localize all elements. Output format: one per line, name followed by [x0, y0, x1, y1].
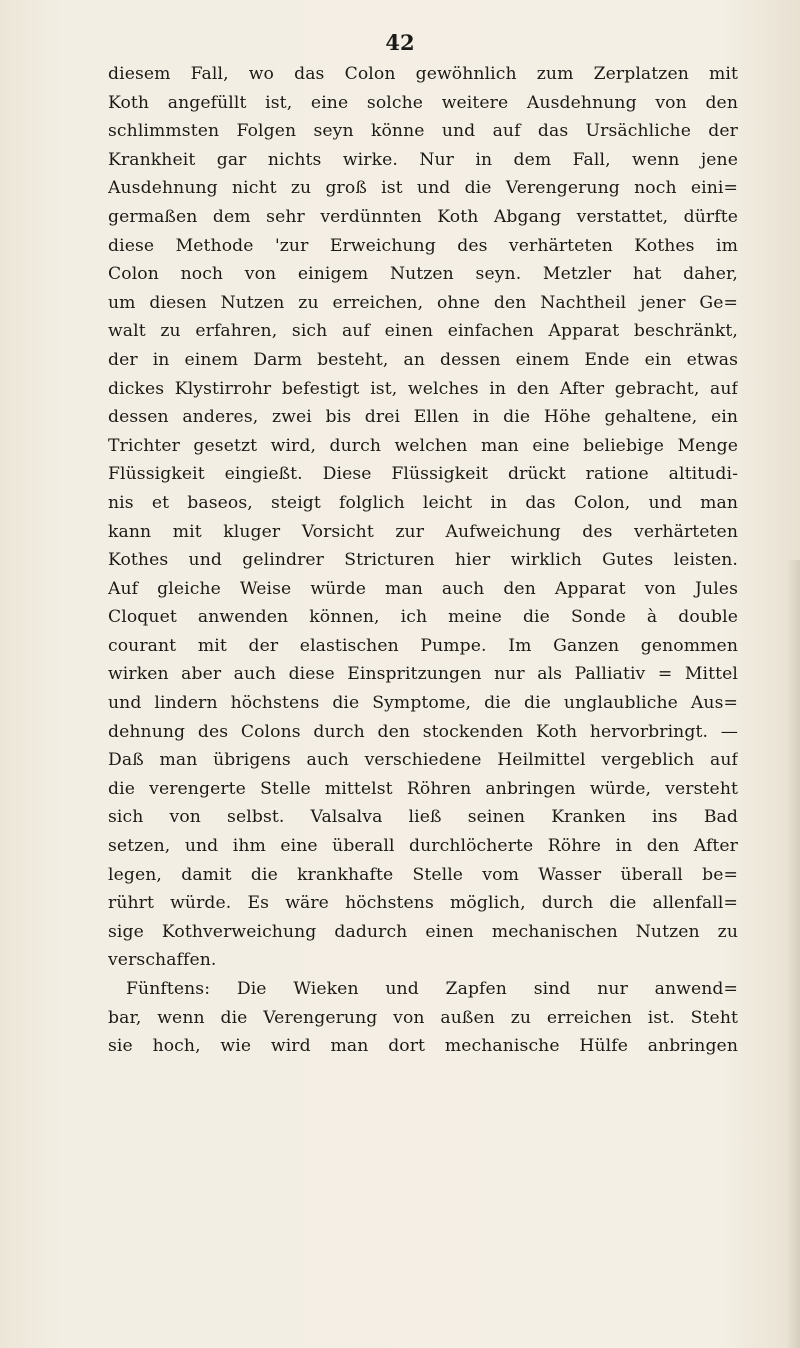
text-line: Fünftens: Die Wieken und Zapfen sind nur anwend=	[126, 979, 738, 999]
text-line: sie hoch, wie wird man dort mechanische Hülfe anbringen	[108, 1036, 738, 1057]
body-text	[108, 60, 738, 1061]
text-line: Daß man übrigens auch verschiedene Heilmittel vergeblich auf	[108, 750, 738, 771]
text-line: Cloquet anwenden können, ich meine die Sonde à double	[108, 607, 738, 628]
text-line: um diesen Nutzen zu erreichen, ohne den Nachtheil jener Ge=	[108, 292, 738, 313]
text-line: dickes Klystirrohr befestigt ist, welches in den After gebracht, auf	[108, 378, 738, 399]
text-line: Auf gleiche Weise würde man auch den Apparat von Jules	[108, 578, 738, 599]
text-line: germaßen dem sehr verdünnten Koth Abgang verstattet, dürfte	[108, 206, 738, 227]
text-line: die verengerte Stelle mittelst Röhren anbringen würde, versteht	[108, 778, 738, 799]
text-line: diese Methode 'zur Erweichung des verhärteten Kothes im	[108, 235, 738, 256]
page-edge-shadow	[786, 560, 800, 1348]
text-line: dehnung des Colons durch den stockenden Koth hervorbringt. —	[108, 721, 738, 742]
text-line: sige Kothverweichung dadurch einen mechanischen Nutzen zu	[108, 921, 738, 942]
text-line: Krankheit gar nichts wirke. Nur in dem Fall, wenn jene	[108, 149, 738, 170]
text-line: setzen, und ihm eine überall durchlöcherte Röhre in den After	[108, 836, 738, 857]
text-line: diesem Fall, wo das Colon gewöhnlich zum Zerplatzen mit	[108, 64, 738, 84]
text-line: Trichter gesetzt wird, durch welchen man eine beliebige Menge	[108, 435, 738, 456]
text-line: Koth angefüllt ist, eine solche weitere Ausdehnung von den	[108, 92, 738, 113]
text-line: rührt würde. Es wäre höchstens möglich, durch die allenfall=	[108, 893, 738, 914]
text-line: wirken aber auch diese Einspritzungen nur als Palliativ = Mittel	[108, 664, 738, 685]
text-line: verschaffen.	[108, 950, 217, 971]
text-line: sich von selbst. Valsalva ließ seinen Kranken ins Bad	[108, 807, 738, 828]
text-line: Colon noch von einigem Nutzen seyn. Metzler hat daher,	[108, 264, 738, 285]
text-line: Flüssigkeit eingießt. Diese Flüssigkeit drückt ratione altitudi-	[108, 464, 738, 485]
text-line: Ausdehnung nicht zu groß ist und die Verengerung noch eini=	[108, 178, 738, 199]
text-line: legen, damit die krankhafte Stelle vom Wasser überall be=	[108, 864, 738, 885]
text-line: schlimmsten Folgen seyn könne und auf das Ursächliche der	[108, 121, 738, 142]
page-number: 42	[385, 30, 415, 55]
text-line: Kothes und gelindrer Stricturen hier wirklich Gutes leisten.	[108, 550, 738, 571]
text-line: courant mit der elastischen Pumpe. Im Ganzen genommen	[108, 635, 738, 656]
text-line: bar, wenn die Verengerung von außen zu erreichen ist. Steht	[108, 1007, 738, 1028]
text-line: der in einem Darm besteht, an dessen einem Ende ein etwas	[108, 349, 738, 370]
text-line: dessen anderes, zwei bis drei Ellen in die Höhe gehaltene, ein	[108, 407, 738, 428]
text-line: und lindern höchstens die Symptome, die die unglaubliche Aus=	[108, 693, 738, 714]
text-line: kann mit kluger Vorsicht zur Aufweichung des verhärteten	[108, 521, 738, 542]
text-line: nis et baseos, steigt folglich leicht in das Colon, und man	[108, 492, 738, 513]
text-line: walt zu erfahren, sich auf einen einfachen Apparat beschränkt,	[108, 321, 738, 342]
